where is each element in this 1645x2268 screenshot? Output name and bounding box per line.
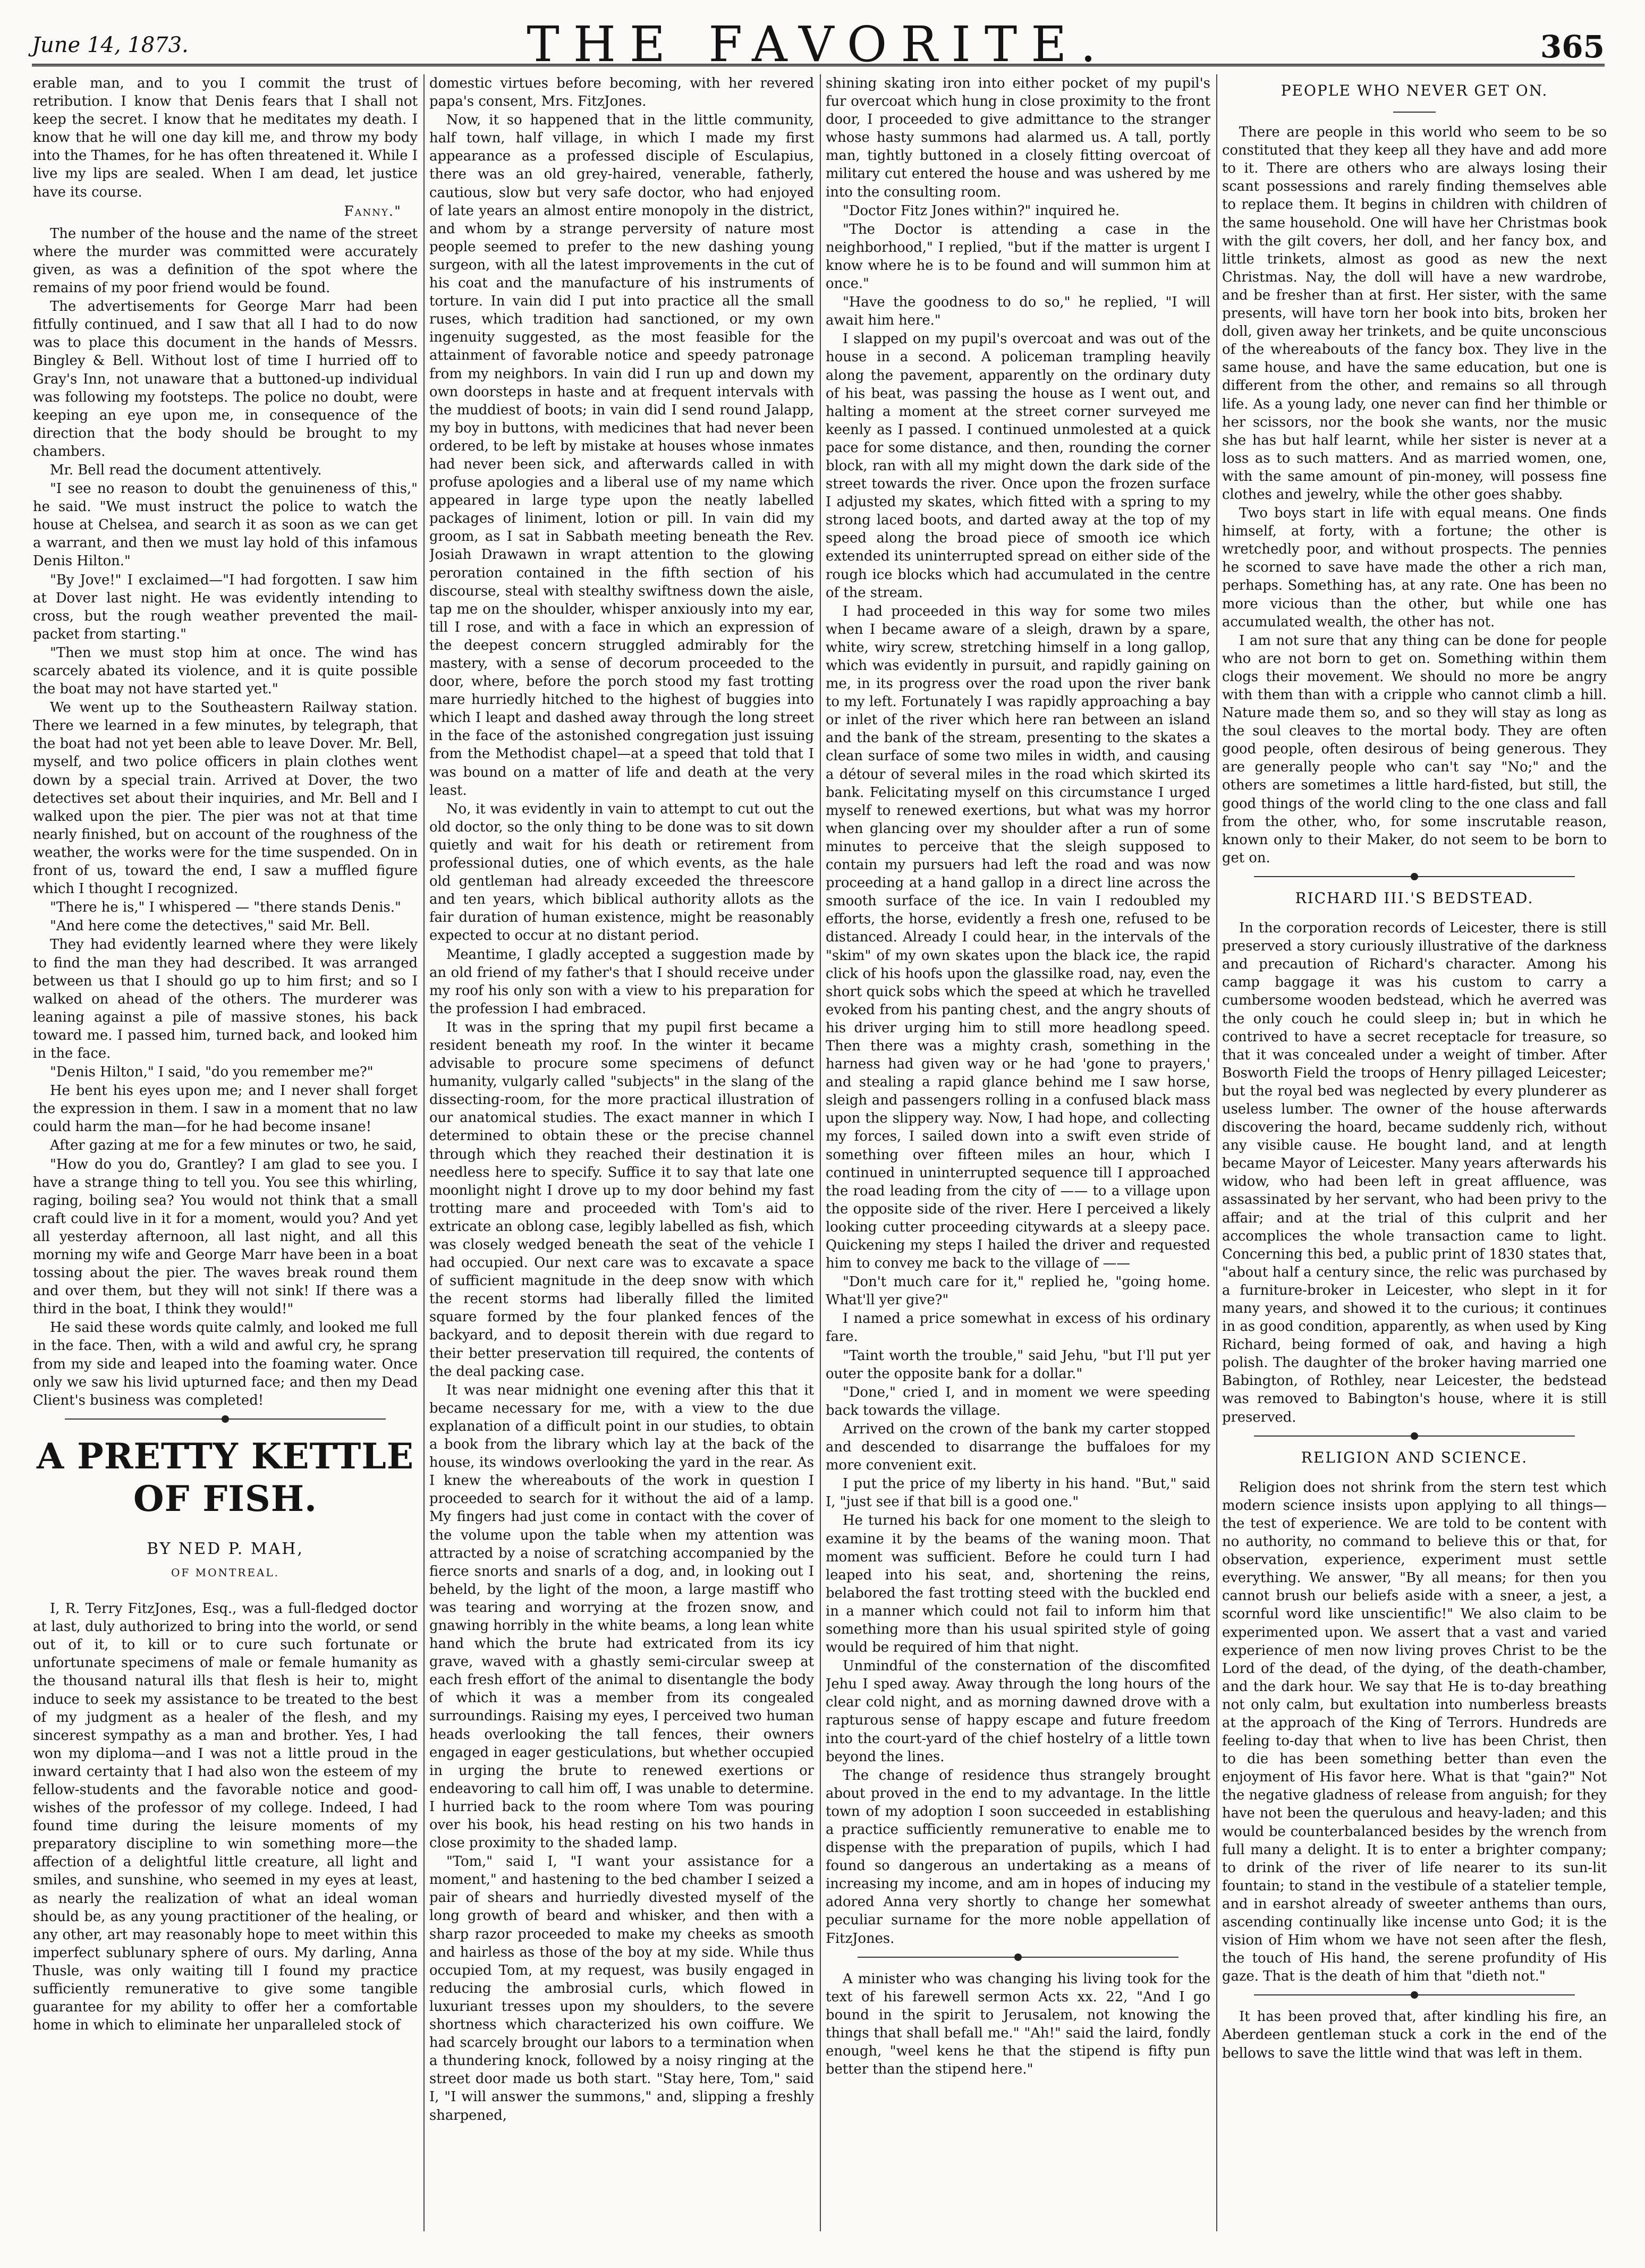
paragraph: "The Doctor is attending a case in the neighborhood," I replied, "but if the matter is urgent I know where he is to be found and will summon him at once." (826, 221, 1210, 292)
paragraph: I, R. Terry FitzJones, Esq., was a full-fledged doctor at last, duly authorized to bring into the world, or send out of it, to kill or to cure such fortunate or unfortunate specimens of male or female humanity as the thousand natural ills that flesh is heir to, might induce to seek my assistance to be treated to the best of my judgment as a healer of the flesh, and my sincerest sympathy as a man and brother. Yes, I had won my diploma—and I was not a little proud in the inward certainty that I had also won the esteem of my fellow-students and the favorable notice and good-wishes of the professor of my college. Indeed, I had found time during the leisure moments of my preparatory discipline to win something more—the affection of a delightful little creature, all light and smiles, and sunshine, who seemed in my eyes at least, as nearly the realization of what an ideal woman should be, as any young practitioner of the healing, or any other, art may reasonably hope to meet within this imperfect sublunary sphere of ours. My darling, Anna Thusle, was only waiting till I found my practice sufficiently remunerative to give some tangible guarantee for my ability to offer her a comfortable home in which to eliminate her unparalleled stock of (33, 1601, 418, 2034)
paragraph: Meantime, I gladly accepted a suggestion made by an old friend of my father's that I should receive under my roof his only son with a view to his preparation for the profession I had embraced. (429, 946, 814, 1017)
page-header (32, 11, 1605, 73)
paragraph: Religion does not shrink from the stern test which modern science insists upon applying to all things—the test of experience. We are told to be content with no authority, no command to believe this or that, for observation, experience, experiment must settle everything. We answer, "By all means; for then you cannot brush our beliefs aside with a sneer, a jest, a scornful word like unscientific!" We also claim to be experimented upon. We assert that a vast and varied experience of men now living proves Christ to be the Lord of the dead, of the dying, of the death-chamber, and the dark hour. We say that He is to-day breathing not only calm, but exultation into numberless breasts at the approach of the King of Terrors. Hundreds are feeling to-day that when to live has been Christ, then to die has been something better than even the enjoyment of His favor here. What is that "gain?" Not the negative gladness of release from anguish; for they have not been the querulous and heavy-laden; and this would be counterbalanced besides by the wrench from full many a delight. It is to enter a brighter company; to drink of the river of life nearer to its sun-lit fountain; to stand in the vestibule of a statelier temple, and in earshot already of sweeter anthems than ours, ascending continually like incense unto God; it is the vision of Him whom we have not seen after the flesh, the touch of His hand, the serene profundity of His gaze. That is the death of him that "dieth not." (1222, 1479, 1607, 1985)
column-rule (423, 74, 425, 2231)
paragraph: "There he is," I whispered — "there stands Denis." (50, 899, 401, 916)
paragraph: After gazing at me for a few minutes or two, he said, (50, 1137, 417, 1154)
paragraph: It was near midnight one evening after this that it became necessary for me, with a view to the due explanation of a difficult point in our studies, to obtain a book from the library which lay at the back of the house, its windows overlooking the yard in the rear. As I knew the whereabouts of the work in question I proceeded to search for it without the aid of a lamp. My fingers had just come in contact with the cover of the volume upon the table when my attention was attracted by a noise of scratching accompanied by the fierce snorts and snarls of a dog, and, in looking out I beheld, by the light of the moon, a large mastiff who was tearing and worrying at the frozen snow, and gnawing horribly in the white beams, a long lean white hand which the brute had extricated from its icy grave, waved with a ghastly semi-circular sweep at each fresh effort of the animal to disentangle the body of which it was a member from its congealed surroundings. Raising my eyes, I perceived two human heads overlooking the tall fences, their owners engaged in eager gesticulations, but whether occupied in urging the brute to renewed exertions or endeavoring to call him off, I was unable to determine. I hurried back to the room where Tom was pouring over his book, his head resting on his two hands in close proximity to the shaded lamp. (429, 1382, 814, 1851)
paragraph: Arrived on the crown of the bank my carter stopped and descended to disarrange the buffaloes for my more convenient exit. (826, 1421, 1210, 1474)
paragraph: "By Jove!" I exclaimed—"I had forgotten. I saw him at Dover last night. He was evidently intending to cross, but the rough weather prevented the mail-packet from starting." (33, 572, 418, 642)
paragraph: There are people in this world who seem to be so constituted that they keep all they have and add more to it. There are others who are always losing their scant possessions and rarely finding themselves able to replace them. It begins in children with children of the same household. One will have her Christmas book with the gilt covers, her doll, and her fancy box, and little trinkets, almost as good as new the next Christmas. Nay, the doll will have a new wardrobe, and be fresher than at first. Her sister, with the same presents, will have torn her book into bits, broken her doll, given away her trinkets, and be quite unconscious of the whereabouts of the fancy box. They live in the same house, and have the same education, but one is different from the other, and remains so all through life. As a young lady, one never can find her thimble or her scissors, nor the book she wants, nor the music she has but half learnt, while her sister is never at a loss as to such matters. And as married women, one, with the same amount of pin-money, will possess fine clothes and jewelry, while the other goes shabby. (1222, 124, 1607, 503)
paragraph: A minister who was changing his living took for the text of his farewell sermon Acts xx. 22, "And I go bound in the spirit to Jerusalem, not knowing the things that shall befall me." "Ah!" said the laird, fondly enough, "weel kens he that the stipend is fifty pun better than the stipend here." (826, 1970, 1210, 2078)
article-title: PEOPLE WHO NEVER GET ON. (1281, 82, 1548, 99)
article-title: RELIGION AND SCIENCE. (1301, 1448, 1528, 1466)
masthead-title: THE FAVORITE. (527, 16, 1110, 73)
story-byline: BY NED P. MAH, (147, 1539, 304, 1558)
paragraph: "Tom," said I, "I want your assistance for a moment," and hastening to the bed chamber I seized a pair of shears and hurriedly divested myself of the long growth of beard and whisker, and then with a sharp razor proceeded to make my cheeks as smooth and hairless as those of the boy at my side. While thus occupied Tom, at my request, was busily engaged in reducing the ambrosial curls, which flowed in luxuriant tresses upon my shoulders, to the severe shortness which characterized his own coiffure. We had scarcely brought our labors to a termination when a thundering knock, followed by a noisy ringing at the street door made us both start. "Stay here, Tom," said I, "I will answer the summons," and, slipping a freshly sharpened, (429, 1854, 814, 2123)
paragraph: They had evidently learned where they were likely to find the man they had described. It was arranged between us that I should go up to him first; and so I walked on ahead of the others. The murderer was leaning against a pile of massive stones, his back toward me. I passed him, turned back, and looked him in the face. (33, 937, 418, 1061)
column-rule (1216, 74, 1217, 2231)
section-divider (1254, 1990, 1575, 2000)
paragraph: I named a price somewhat in excess of his ordinary fare. (826, 1311, 1210, 1345)
section-divider (65, 1414, 386, 1424)
paragraph: erable man, and to you I commit the trust of retribution. I know that Denis fears that I shall not keep the secret. I know that he meditates my death. I know that he will one day kill me, and throw my body into the Thames, for he has often threatened it. While I live my lips are sealed. When I am dead, let justice have its course. (33, 75, 418, 200)
column-3 (826, 74, 1210, 2231)
paragraph: It was in the spring that my pupil first became a resident beneath my roof. In the winter it became advisable to procure some specimens of defunct humanity, vulgarly called "subjects" in the slang of the dissecting-room, for the more practical illustration of our anatomical studies. The exact manner in which I determined to obtain these or the precise channel through which they reached their destination it is needless here to specify. Suffice it to say that late one moonlight night I drove up to my door behind my fast trotting mare and proceeded with Tom's aid to extricate an oblong case, legibly labelled as fish, which was closely wedged beneath the seat of the vehicle I had occupied. Our next care was to excavate a space of sufficient magnitude in the deep snow with which the recent storms had liberally filled the limited square formed by the four planked fences of the backyard, and to deposit therein with due regard to their better preservation till required, the contents of the deal packing case. (429, 1019, 814, 1380)
paragraph: I am not sure that any thing can be done for people who are not born to get on. Something within them clogs their movement. We should no more be angry with them than with a cripple who cannot climb a hill. Nature made them so, and so they will stay as long as the soul cleaves to the mortal body. They are often good people, often desirous of being generous. They are generally people who can't say "No;" and the others are sometimes a little hard-fisted, but still, the good things of the world cling to the one class and fall from the other, who, for some inscrutable reason, known only to their Maker, do not seem to be born to get on. (1222, 632, 1607, 866)
paragraph: Unmindful of the consternation of the discomfited Jehu I sped away. Away through the long hours of the clear cold night, and as morning dawned drove with a rapturous sense of happy escape and future freedom into the court-yard of the chief hostelry of a little town beyond the lines. (826, 1658, 1210, 1765)
letter-signature: Fanny." (344, 203, 402, 219)
paragraph: Mr. Bell read the document attentively. (50, 462, 322, 478)
paragraph: I had proceeded in this way for some two miles when I became aware of a sleigh, drawn by a spare, white, wiry screw, stretching himself in a long gallop, which was evidently in pursuit, and rapidly gaining on me, in its progress over the road upon the river bank to my left. Fortunately I was rapidly approaching a bay or inlet of the river which here ran between an island and the bank of the stream, presenting to the skates a clean surface of some two miles in width, and causing a détour of several miles in the road which skirted its bank. Felicitating myself on this circumstance I urged myself to renewed exertions, but what was my horror when glancing over my shoulder after a run of some minutes to perceive that the sleigh supposed to contain my pursuers had left the road and was now proceeding at a hand gallop in a direct line across the smooth surface of the ice. In vain I redoubled my efforts, the horse, evidently a fresh one, refused to be distanced. Already I could hear, in the intervals of the "skim" of my own skates upon the black ice, the rapid click of his hoofs upon the glassilke road, nay, even the short quick sobs which the speed at which he travelled evoked from his panting chest, and the angry shouts of his driver urging him to still more headlong speed. Then there was a mighty crash, something in the harness had given way or he had 'gone to prayers,' and stealing a rapid glance behind me I saw horse, sleigh and passengers rolling in a confused black mass upon the slippery way. Now, I had hope, and collecting my forces, I sailed down into a swift even stride of something over fifteen miles an hour, which I continued in uninterrupted sequence till I approached the road leading from the city of —— to a village upon the opposite side of the river. Here I perceived a likely looking cutter proceeding citywards at a sleepy pace. Quickening my steps I hailed the driver and requested him to convey me back to the village of —— (826, 603, 1210, 1272)
issue-date: June 14, 1873. (32, 33, 189, 57)
paragraph: Two boys start in life with equal means. One finds himself, at forty, with a fortune; the other is wretchedly poor, and without prospects. The pennies he scorned to save have made the other a rich man, perhaps. Something has, at any rate. One has been no more vicious than the other, but while one has accumulated wealth, the other has not. (1222, 505, 1607, 630)
story-title: A PRETTY KETTLE OF FISH. (36, 1435, 414, 1519)
paragraph: "I see no reason to doubt the genuineness of this," he said. "We must instruct the police to watch the house at Chelsea, and search it as soon as we can get a warrant, and then we must lay hold of this infamous Denis Hilton." (33, 481, 418, 570)
paragraph: "Then we must stop him at once. The wind has scarcely abated its violence, and it is quite possible the boat may not have started yet." (33, 644, 418, 698)
paragraph: Now, it so happened that in the little community, half town, half village, in which I made my first appearance as a professed disciple of Esculapius, there was an old grey-haired, venerable, fatherly, cautious, slow but very safe doctor, who had enjoyed of late years an almost entire monopoly in the district, and whom by a strange perversity of nature most people seemed to prefer to the new dashing young surgeon, with all the latest improvements in the cut of his coat and the manufacture of his instruments of torture. In vain did I put into practice all the small ruses, which tradition had sanctioned, or my own ingenuity suggested, as the most feasible for the attainment of favorable notice and speedy patronage from my neighbors. In vain did I run up and down my own doorsteps in haste and at frequent intervals with the muddiest of boots; in vain did I send round Jalapp, my boy in buttons, with medicines that had never been ordered, to be left by mistake at houses whose inmates had never been sick, and afterwards called in with profuse apologies and a liberal use of my name which appeared in large type upon the neatly labelled packages of liniment, lotion or pill. In vain did my groom, as I sat in Sabbath meeting beneath the Rev. Josiah Drawawn in wrapt attention to the glowing peroration contained in the fifth section of his discourse, steal with stealthy swiftness down the aisle, tap me on the shoulder, whisper anxiously into my ear, till I rose, and with a face in which an expression of the deepest concern struggled admirably for the mastery, with a sense of decorum proceeded to the door, where, before the porch stood my fast trotting mare hurriedly hitched to the highest of buggies into which I leapt and dashed away through the long street in the face of the astonished congregation just issuing from the Methodist chapel—at a speed that told that I was bound on a matter of life and death at the very least. (429, 112, 814, 799)
paragraph: "Don't much care for it," replied he, "going home. What'll yer give?" (826, 1274, 1210, 1309)
column-1 (33, 74, 418, 2231)
paragraph: "Have the goodness to do so," he replied, "I will await him here." (826, 294, 1210, 329)
column-4 (1222, 74, 1607, 2231)
section-divider (1254, 1431, 1575, 1441)
paragraph: "Done," cried I, and in moment we were speeding back towards the village. (826, 1384, 1210, 1418)
paragraph: In the corporation records of Leicester, there is still preserved a story curiously illustrative of the darkness and precaution of Richard's character. Among his camp baggage it was his custom to carry a cumbersome wooden bedstead, which he averred was the only couch he could sleep in; but in which he contrived to have a secret receptacle for treasure, so that it was concealed under a weight of timber. After Bosworth Field the troops of Henry pillaged Leicester; but the royal bed was neglected by every plunderer as useless lumber. The owner of the house afterwards discovering the hoard, became suddenly rich, without any visible cause. He bought land, and at length became Mayor of Leicester. Many years afterwards his widow, who had been left in great affluence, was assassinated by her servant, who had been privy to the affair; and at the trial of this culprit and her accomplices the whole transaction came to light. Concerning this bed, a public print of 1830 states that, "about half a century since, the relic was purchased by a furniture-broker in Leicester, who slept in it for many years, and showed it to the curious; it continues in as good condition, apparently, as when used by King Richard, being formed of oak, and having a high polish. The daughter of the broker having married one Babington, of Rothley, near Leicester, the bedstead was removed to Babington's house, where it is still preserved. (1222, 920, 1607, 1425)
paragraph: It has been proved that, after kindling his fire, an Aberdeen gentleman stuck a cork in the end of the bellows to save the little wind that was left in them. (1222, 2009, 1607, 2061)
section-divider (858, 1952, 1178, 1963)
page-number: 365 (1540, 29, 1605, 65)
paragraph: I put the price of my liberty in his hand. "But," said I, "just see if that bill is a good one." (826, 1476, 1210, 1510)
paragraph: domestic virtues before becoming, with her revered papa's consent, Mrs. FitzJones. (429, 75, 814, 110)
paragraph: We went up to the Southeastern Railway station. There we learned in a few minutes, by telegraph, that the boat had not yet been able to leave Dover. Mr. Bell, myself, and two police officers in plain clothes went down by a special train. Arrived at Dover, the two detectives set about their inquiries, and Mr. Bell and I walked upon the pier. The pier was not at that time nearly finished, but on account of the roughness of the weather, the works were for the time suspended. On in front of us, toward the end, I saw a muffled figure which I thought I recognized. (33, 700, 418, 897)
paragraph: "How do you do, Grantley? I am glad to see you. I have a strange thing to tell you. You see this whirling, raging, boiling sea? You would not think that a small craft could live in it for a moment, would you? And yet all yesterday afternoon, all last night, and all this morning my wife and George Marr have been in a boat tossing about the pier. The waves break round them and over them, but they will not sink! If there was a third in the boat, I think they would!" (33, 1156, 418, 1318)
paragraph: He turned his back for one moment to the sleigh to examine it by the beams of the waning moon. That moment was sufficient. Before he could turn I had leaped into his seat, and, shortening the reins, belabored the fast trotting steed with the buckled end in a manner which could not fail to inform him that something more than his usual spirited style of going would be required of him that night. (826, 1513, 1210, 1656)
column-rule (820, 74, 821, 2231)
paragraph: No, it was evidently in vain to attempt to cut out the old doctor, so the only thing to be done was to sit down quietly and wait for his death or retirement from professional duties, one of which events, as the hale old gentleman had already exceeded the threescore and ten years, which biblical authority allots as the fair duration of human existence, might be reasonably expected to occur at no distant period. (429, 801, 814, 944)
paragraph: The advertisements for George Marr had been fitfully continued, and I saw that all I had to do now was to place this document in the hands of Messrs. Bingley & Bell. Without lost of time I hurried off to Gray's Inn, not unaware that a buttoned-up individual was following my footsteps. The police no doubt, were keeping an eye upon me, in consequence of the direction that the body should be brought to my chambers. (33, 299, 418, 460)
column-2 (429, 74, 814, 2231)
paragraph: The number of the house and the name of the street where the murder was committed were accurately given, as was a definition of the spot where the remains of my poor friend would be found. (33, 225, 418, 296)
paragraph: shining skating iron into either pocket of my pupil's fur overcoat which hung in close proximity to the front door, I proceeded to give admittance to the stranger whose hasty summons had alarmed us. A tall, portly man, tightly buttoned in a closely fitting overcoat of military cut entered the house and was ushered by me into the consulting room. (826, 75, 1210, 200)
paragraph: The change of residence thus strangely brought about proved in the end to my advantage. In the little town of my adoption I soon succeeded in establishing a practice sufficiently remunerative to enable me to dispense with the preparation of pupils, which I had found so dangerous an undertaking as a means of increasing my income, and am in hopes of inducing my adored Anna very shortly to change her somewhat peculiar surname for the more noble appellation of FitzJones. (826, 1767, 1210, 1947)
paragraph: He said these words quite calmly, and looked me full in the face. Then, with a wild and awful cry, he sprang from my side and leaped into the foaming water. Once only we saw his livid upturned face; and then my Dead Client's business was completed! (33, 1320, 418, 1408)
paragraph: "Taint worth the trouble," said Jehu, "but I'll put yer outer the opposite bank for a dollar." (826, 1347, 1210, 1382)
paragraph: I slapped on my pupil's overcoat and was out of the house in a second. A policeman trampling heavily along the pavement, apparently on the ordinary duty of his beat, was passing the house as I went out, and halting a moment at the street corner surveyed me keenly as I passed. I continued unmolested at a quick pace for some distance, and then, rounding the corner block, ran with all my might down the dark side of the street towards the river. Once upon the frozen surface I adjusted my skates, which fitted with a spring to my strong laced boots, and darted away at the top of my speed along the broad piece of smooth ice which extended its uninterrupted spread on either side of the rough ice blocks which had accumulated in the centre of the stream. (826, 331, 1210, 601)
section-divider (1254, 871, 1575, 882)
title-rule (1393, 112, 1436, 113)
paragraph: "Doctor Fitz Jones within?" inquired he. (843, 202, 1120, 219)
article-title: RICHARD III.'S BEDSTEAD. (1295, 889, 1534, 907)
paragraph: "Denis Hilton," I said, "do you remember me?" (50, 1064, 374, 1081)
paragraph: "And here come the detectives," said Mr. Bell. (50, 918, 370, 935)
paragraph: He bent his eyes upon me; and I never shall forget the expression in them. I saw in a moment that no law could harm the man—for he had become insane! (33, 1083, 418, 1135)
story-origin: OF MONTREAL. (171, 1566, 280, 1579)
